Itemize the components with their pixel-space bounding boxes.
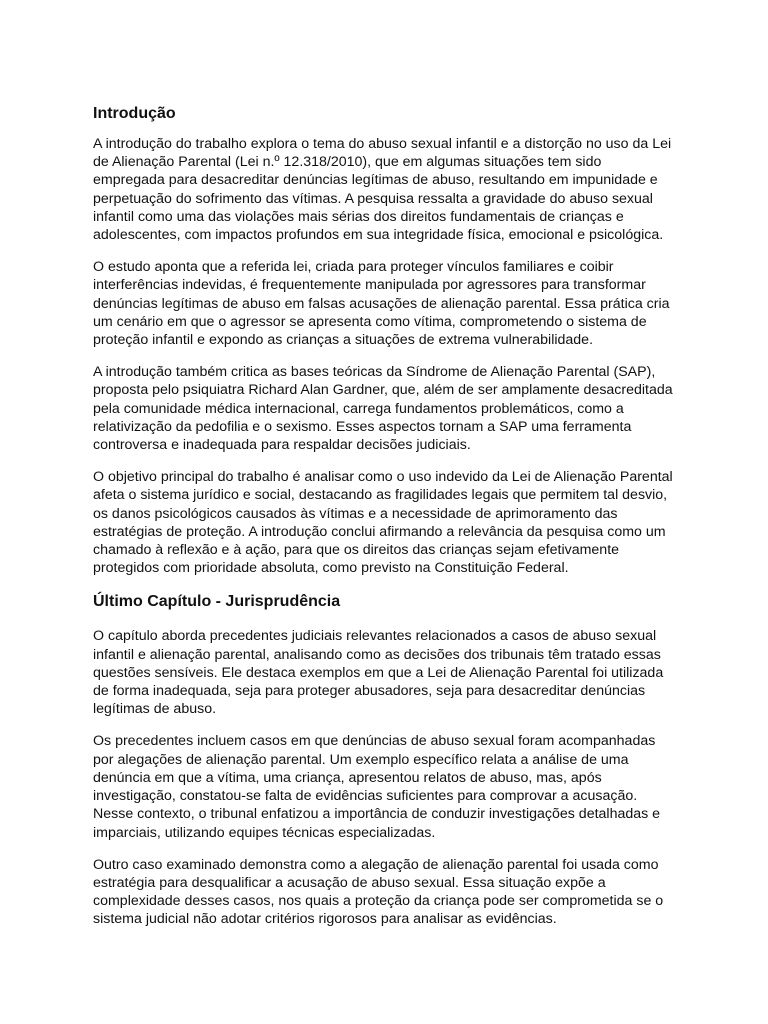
paragraph: A introdução também critica as bases teóricas da Síndrome de Alienação Parental (SAP), proposta pelo psiquiatra Richard Alan Gardner, que, além de ser amplamente desacreditada pela comunidade médica internacional, carrega fundamentos problemáticos, como a relativização da pedofilia e o sexismo. Esses aspectos tornam a SAP uma ferramenta controversa e inadequada para respaldar decisões judiciais.: [93, 364, 673, 454]
paragraph: O estudo aponta que a referida lei, criada para proteger vínculos familiares e coibir interferências indevidas, é frequentemente manipulada por agressores para transformar denúncias legítimas de abuso em falsas acusações de alienação parental. Essa prática cria um cenário em que o agressor se apresenta como vítima, comprometendo o sistema de proteção infantil e expondo as crianças a situações de extrema vulnerabilidade.: [93, 259, 670, 349]
paragraph: A introdução do trabalho explora o tema do abuso sexual infantil e a distorção no uso da Lei de Alienação Parental (Lei n.º 12.318/2010), que em algumas situações tem sido empregada para desacreditar denúncias legítimas de abuso, resultando em impunidade e perpetuação do sofrimento das vítimas. A pesquisa ressalta a gravidade do abuso sexual infantil como uma das violações mais sérias dos direitos fundamentais de crianças e adolescentes, com impactos profundos em sua integridade física, emocional e psicológica.: [93, 136, 672, 244]
paragraph: O capítulo aborda precedentes judiciais relevantes relacionados a casos de abuso sexual infantil e alienação parental, analisando como as decisões dos tribunais têm tratado essas questões sensíveis. Ele destaca exemplos em que a Lei de Alienação Parental foi utilizada de forma inadequada, seja para proteger abusadores, seja para desacreditar denúncias legítimas de abuso.: [93, 628, 664, 718]
section-heading-jurisprudencia: Último Capítulo - Jurisprudência: [93, 593, 341, 611]
paragraph: Outro caso examinado demonstra como a alegação de alienação parental foi usada como estratégia para desqualificar a acusação de abuso sexual. Essa situação expõe a complexidade desses casos, nos quais a proteção da criança pode ser comprometida se o sistema judicial não adotar critérios rigorosos para analisar as evidências.: [93, 856, 664, 928]
paragraph: O objetivo principal do trabalho é analisar como o uso indevido da Lei de Alienação Parental afeta o sistema jurídico e social, destacando as fragilidades legais que permitem tal desvio, os danos psicológicos causados às vítimas e a necessidade de aprimoramento das estratégias de proteção. A introdução conclui afirmando a relevância da pesquisa como um chamado à reflexão e à ação, para que os direitos das crianças sejam efetivamente protegidos com prioridade absoluta, como previsto na Constituição Federal.: [93, 469, 673, 577]
document-page: [93, 103, 675, 943]
section-heading-introducao: Introdução: [93, 105, 176, 122]
paragraph: Os precedentes incluem casos em que denúncias de abuso sexual foram acompanhadas por alegações de alienação parental. Um exemplo específico relata a análise de uma denúncia em que a vítima, uma criança, apresentou relatos de abuso, mas, após investigação, constatou-se falta de evidências suficientes para comprovar a acusação. Nesse contexto, o tribunal enfatizou a importância de conduzir investigações detalhadas e imparciais, utilizando equipes técnicas especializadas.: [93, 733, 661, 841]
